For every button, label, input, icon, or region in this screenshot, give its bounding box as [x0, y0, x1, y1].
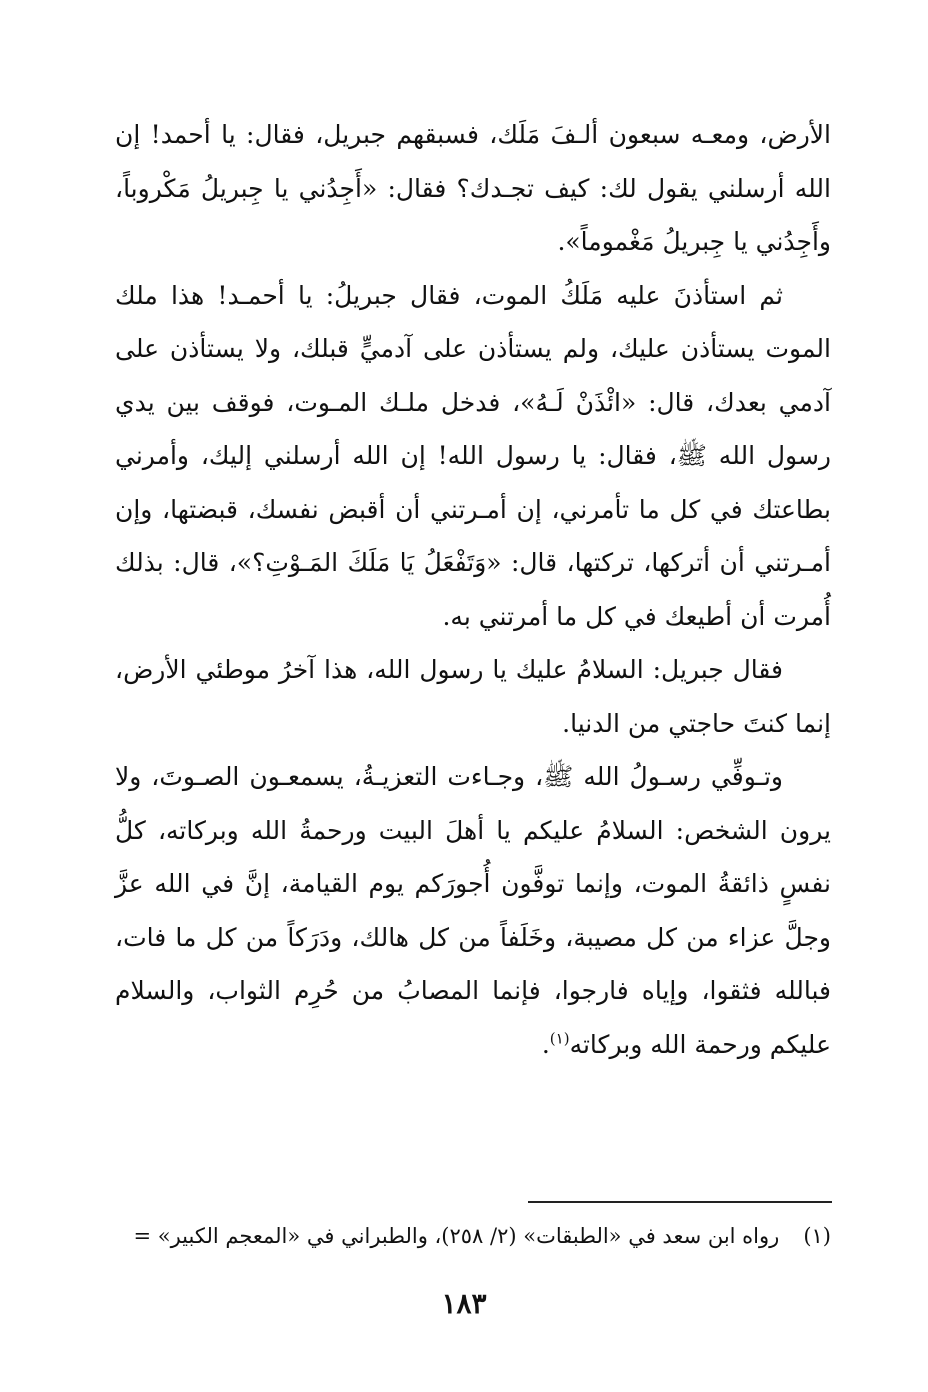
footnote-number: (١) [803, 1224, 831, 1248]
paragraph-4 [115, 750, 831, 1071]
paragraph-3: فقال جبريل: السلامُ عليك يا رسول الله، هذا آخرُ موطئي الأرض، إنما كنتَ حاجتي من الدنيا. [115, 655, 831, 738]
footnote-reference: (١) [549, 1029, 570, 1048]
footnote [115, 1218, 831, 1254]
page-number: ١٨٣ [441, 1287, 487, 1320]
paragraph-2: ثم استأذنَ عليه مَلَكُ الموت، فقال جبريلُ: يا أحمـد! هذا ملك الموت يستأذن عليك، ولم يستأذن على آدميٍّ قبلك، ولا يستأذن على آدمي بعدك، قال: «ائْذَنْ لَـهُ»، فدخل ملـك المـوت، فوقف بين يدي رسول الله ﷺ، فقال: يا رسول الله! إن الله أرسلني إليك، وأمرني بطاعتك في كل ما تأمرني، إن أمـرتني أن أقبض نفسك، قبضتها، وإن أمـرتني أن أتركها، تركتها، قال: «وَتَفْعَلُ يَا مَلَكَ المَـوْتِ؟»، قال: بذلك أُمرت أن أطيعك في كل ما أمرتني به. [115, 280, 831, 631]
paragraph-4-end: . [541, 1029, 550, 1059]
footnote-text: رواه ابن سعد في «الطبقات» (٢/ ٢٥٨)، والطبراني في «المعجم الكبير» = [133, 1224, 780, 1248]
main-text [115, 108, 831, 1071]
footnote-divider [528, 1201, 832, 1203]
paragraph-1: الأرض، ومعـه سبعون ألـفَ مَلَك، فسبقهم جبريل، فقال: يا أحمد! إن الله أرسلني يقول لك: كيف تجـدك؟ فقال: «أَجِدُني يا جِبريلُ مَكْروباً، وأَجِدُني يا جِبريلُ مَغْموماً». [115, 120, 831, 256]
paragraph-4-text: وتـوفِّي رسـولُ الله ﷺ، وجـاءت التعزيـةُ، يسمعـون الصـوتَ، ولا يرون الشخص: السلامُ عليكم يا أهلَ البيت ورحمةُ الله وبركاته، كلُّ نفسٍ ذائقةُ الموت، وإنما توفَّون أُجورَكم يوم القيامة، إنَّ في الله عزَّ وجلَّ عزاء من كل مصيبة، وخَلَفاً من كل هالك، ودَرَكاً من كل ما فات، فبالله فثقوا، وإياه فارجوا، فإنما المصابُ من حُرِم الثواب، والسلام عليكم ورحمة الله وبركاته [115, 762, 831, 1059]
